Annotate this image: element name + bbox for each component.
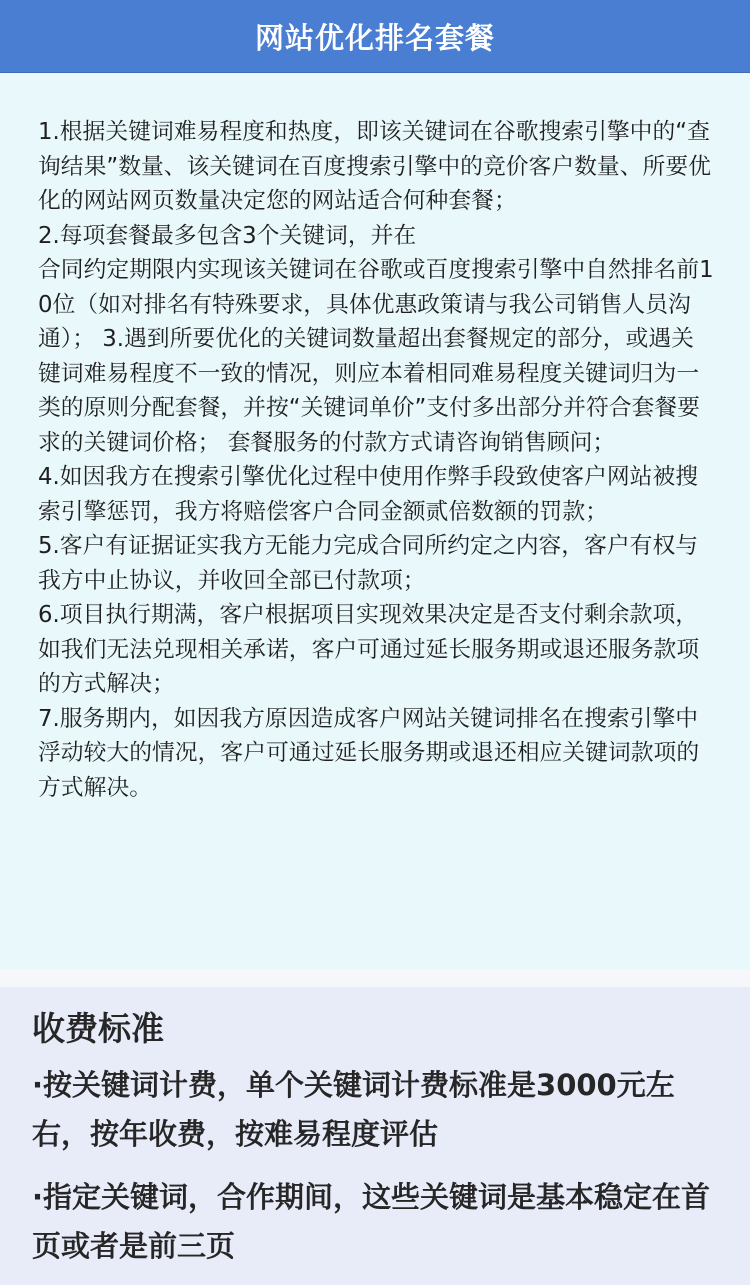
fee-item: ·指定关键词，合作期间，这些关键词是基本稳定在首页或者是前三页 (32, 1180, 711, 1263)
term-item: 7.服务期内，如因我方原因造成客户网站关键词排名在搜索引擎中浮动较大的情况，客户可通过延长服务期或退还相应关键词款项的方式解决。 (38, 705, 700, 801)
term-item: 2.每项套餐最多包含3个关键词，并在 (38, 222, 417, 249)
fee-standard-section (0, 987, 750, 1285)
page-header (0, 0, 750, 73)
term-item: 合同约定期限内实现该关键词在谷歌或百度搜索引擎中自然排名前10位（如对排名有特殊要求，具体优惠政策请与我公司销售人员沟通）； 3.遇到所要优化的关键词数量超出套餐规定的部分，或遇关键词难易程度不一致的情况，则应本着相同难易程度关键词归为一类的原则分配套餐，并按“关键词单价”支付多出部分并符合套餐要求的关键词价格； 套餐服务的付款方式请咨询销售顾问； (38, 257, 714, 456)
fee-item: ·按关键词计费，单个关键词计费标准是3000元左右，按年收费，按难易程度评估 (32, 1068, 675, 1151)
section-divider (0, 969, 750, 987)
term-item: 5.客户有证据证实我方无能力完成合同所约定之内容，客户有权与我方中止协议，并收回全部已付款项； (38, 533, 699, 594)
page-title: 网站优化排名套餐 (254, 20, 495, 55)
term-item: 1.根据关键词难易程度和热度，即该关键词在谷歌搜索引擎中的“查询结果”数量、该关键词在百度搜索引擎中的竞价客户数量、所要优化的网站网页数量决定您的网站适合何种套餐； (38, 119, 711, 214)
package-terms-section (0, 73, 750, 969)
term-item: 4.如因我方在搜索引擎优化过程中使用作弊手段致使客户网站被搜索引擎惩罚，我方将赔偿客户合同金额贰倍数额的罚款； (38, 464, 699, 525)
term-item: 6.项目执行期满，客户根据项目实现效果决定是否支付剩余款项，如我们无法兑现相关承诺，客户可通过延长服务期或退还服务款项的方式解决； (38, 602, 700, 697)
fee-standard-title: 收费标准 (32, 1009, 164, 1048)
